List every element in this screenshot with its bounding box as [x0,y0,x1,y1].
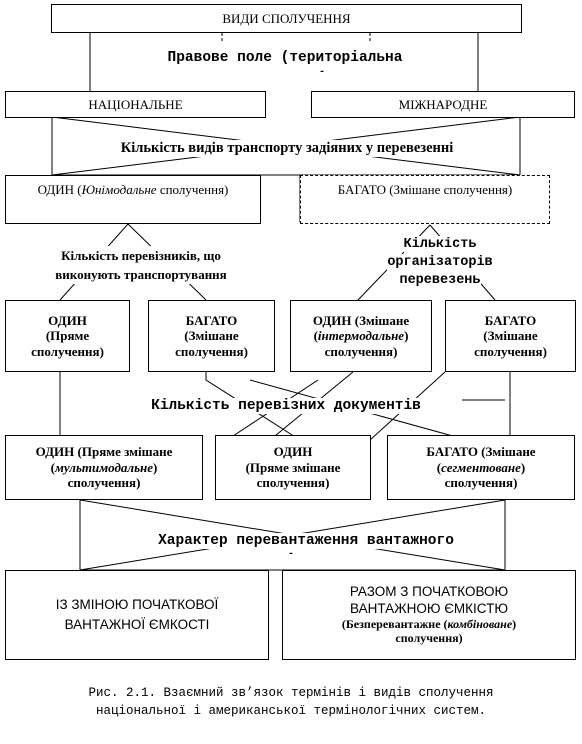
many-mixed-l1: БАГАТО [185,312,238,328]
many-mixed2-l3: сполучення) [474,343,547,359]
one-direct-mixed-box [215,435,371,500]
criterion-organizers-line3: перевезень [399,273,481,288]
change-capacity-l1: ІЗ ЗМІНОЮ ПОЧАТКОВОЇ [55,597,219,612]
multimodal-l3: сполучення) [67,475,141,491]
criterion-handling-mark: - [288,549,295,560]
intermodal-l2: (інтермодальне) [313,328,409,344]
segmented-l2: (сегментоване) [436,459,526,475]
intermodal-l3: сполучення) [324,343,398,359]
one-direct-mixed-l2: (Пряме змішане [245,459,341,475]
together-capacity-l2: ВАНТАЖНОЮ ЄМКІСТЮ [350,600,508,616]
criterion-documents [110,398,462,414]
criterion-transport-text: Кількість видів транспорту задіяних у перевезенні [120,140,454,156]
criterion-handling-text: Характер перевантаження вантажного [158,533,454,549]
criterion-carriers-line2: виконують транспортування [55,267,227,282]
multimodal-l2: (мультимодальне) [50,459,158,475]
criterion-legal-mark: - [319,67,326,78]
together-capacity-l3: (Безперевантажне (комбіноване) [341,616,517,631]
criterion-transport [80,140,494,157]
one-direct-l2: (Пряме [45,328,90,344]
intermodal-l1: ОДИН (Змішане [312,312,410,328]
national-label: НАЦІОНАЛЬНЕ [88,96,183,112]
unimodal-label: ОДИН (Юнімодальне сполучення) [37,182,229,197]
together-capacity-l4: сполучення) [395,631,463,646]
many-mixed2-l1: БАГАТО [484,312,537,328]
segmented-l1: БАГАТО (Змішане [426,444,536,460]
figure-caption-line2: національної і американської термінологічних систем. [95,704,487,718]
criterion-organizers [370,236,510,290]
change-capacity-l2: ВАНТАЖНОЇ ЄМКОСТІ [64,617,210,632]
segmented-l3: сполучення) [444,475,518,491]
many-mixed2-l2: (Змішане [483,328,538,344]
intermodal-box [290,300,432,372]
many-mixed-l3: сполучення) [175,343,248,359]
figure-caption [0,684,582,720]
together-capacity-l1: РАЗОМ З ПОЧАТКОВОЮ [349,584,509,600]
one-direct-box [5,300,130,372]
multimodal-box [5,435,203,500]
international-label: МІЖНАРОДНЕ [398,96,488,112]
criterion-carriers [30,246,252,284]
change-capacity-box [5,570,269,660]
many-mixed2-box [445,300,576,372]
criterion-organizers-line1: Кількість [403,237,477,252]
criterion-organizers-line2: організаторів [387,255,493,270]
segmented-box [387,435,575,500]
national-box [5,91,266,118]
one-direct-l3: сполучення) [31,343,104,359]
criterion-carriers-line1: Кількість перевізників, що [61,248,221,263]
many-mixed-box [148,300,275,372]
mixed-box [300,175,550,224]
unimodal-box [5,175,261,224]
mixed-label: БАГАТО (Змішане сполучення) [337,182,513,197]
criterion-legal [126,50,444,66]
multimodal-l1: ОДИН (Пряме змішане [35,444,173,460]
criterion-documents-text: Кількість перевізних документів [151,398,421,414]
one-direct-mixed-l3: сполучення) [256,475,330,491]
criterion-handling [110,533,502,549]
root-title: ВИДИ СПОЛУЧЕННЯ [222,10,351,26]
figure-caption-line1: Рис. 2.1. Взаємний зв’язок термінів і видів сполучення [88,686,494,700]
many-mixed-l2: (Змішане [184,328,239,344]
criterion-legal-text: Правове поле (територіальна [167,50,403,66]
one-direct-mixed-l1: ОДИН [273,444,313,460]
together-capacity-box [282,570,576,660]
international-box [311,91,575,118]
one-direct-l1: ОДИН [48,312,87,328]
root-box [51,4,522,33]
